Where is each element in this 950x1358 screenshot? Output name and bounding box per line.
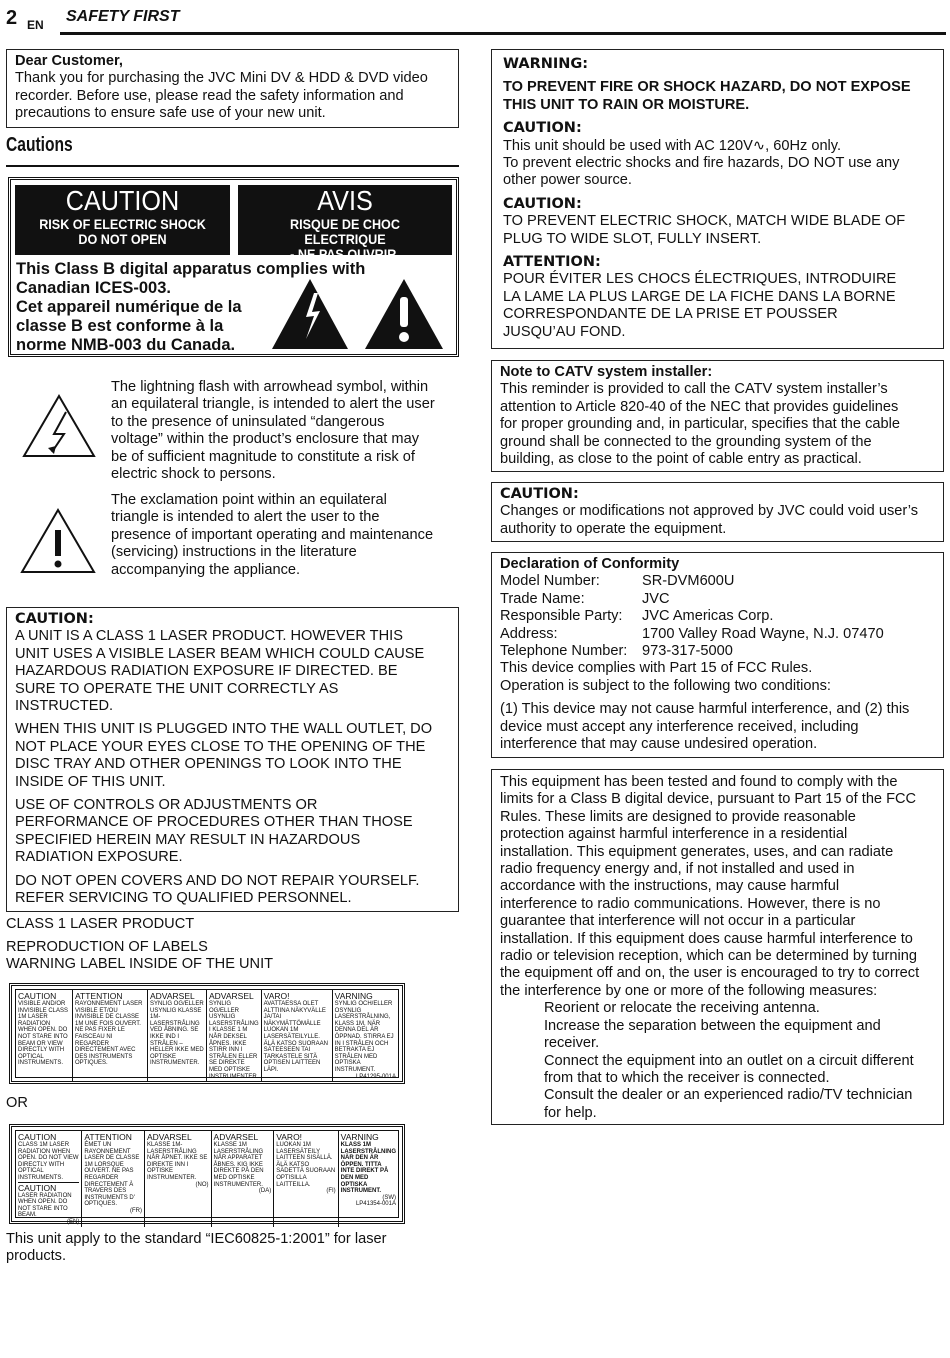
text-line: HAZARDOUS RADIATION EXPOSURE IF DIRECTED. BE [15, 663, 398, 680]
text-line: accompanying the appliance. [111, 561, 301, 578]
doc-row [500, 591, 935, 608]
text-line: protection against harmful interference in a residential [500, 826, 848, 843]
text-line: the interference by one or more of the following measures: [500, 982, 878, 999]
text-line: To prevent electric shocks and fire hazards, DO NOT use any [503, 155, 900, 172]
compliance-line: This Class B digital apparatus complies with [16, 260, 366, 278]
label-col-title: CAUTION [18, 1132, 57, 1142]
text-line: interference that may cause undesired operation. [500, 736, 818, 753]
text-line: TO PREVENT ELECTRIC SHOCK, MATCH WIDE BLADE OF [503, 213, 906, 230]
label-col-text: KLASSE 1M-LASERSTRÅLING NÅR ÅPNET. IKKE SE DIREKTE INN I OPTISKE INSTRUMENTER. [146, 1142, 208, 1181]
label-col-text: CLASS 1M LASER RADIATION WHEN OPEN. DO NOT VIEW DIRECTLY WITH OPTICAL INSTRUMENTS. [18, 1142, 79, 1181]
fcc-measure: Consult the dealer or an experienced radio/TV technician [544, 1087, 913, 1104]
text-line: A UNIT IS A CLASS 1 LASER PRODUCT. HOWEVER THIS [15, 628, 403, 645]
exclamation-explanation [111, 492, 456, 579]
label-col-title: ADVARSEL [146, 1132, 192, 1142]
header-rule [60, 32, 946, 35]
label-code: LP41295-001A [355, 1073, 396, 1080]
class1-laser-product: CLASS 1 LASER PRODUCT [6, 916, 195, 932]
cautions-rule [6, 165, 459, 167]
fcc-measure: for help. [544, 1104, 597, 1121]
section-title: SAFETY FIRST [66, 8, 180, 25]
warning-triangles-icon [270, 277, 450, 352]
warning-heading: WARNING: [503, 56, 589, 72]
text-line: RADIATION EXPOSURE. [15, 849, 183, 866]
text-line: limits for a Class B digital device, pursuant to Part 15 of the FCC [500, 791, 917, 808]
text-line: THIS UNIT TO RAIN OR MOISTURE. [503, 96, 750, 113]
text-line: device must accept any interference received, including [500, 718, 859, 735]
doc-key: Address: [500, 625, 558, 642]
text-line: triangle is intended to alert the user to the [111, 509, 380, 526]
text-line: installation. This equipment generates, uses, and can radiate [500, 843, 894, 860]
fcc-measure: from that to which the receiver is connected. [544, 1069, 830, 1086]
doc-key: Telephone Number: [500, 643, 628, 660]
label-col-text: VISIBLE AND/OR INVISIBLE CLASS 1M LASER RADIATION WHEN OPEN. DO NOT STARE INTO BEAM OR VIEW DIRECTLY WITH OPTICAL INSTRUMENTS. [18, 1001, 69, 1067]
fcc-measure: receiver. [544, 1035, 600, 1052]
text-line: Operation is subject to the following two conditions: [500, 677, 831, 694]
iec-note [6, 1231, 456, 1266]
text-line: to the presence of uninsulated “dangerous [111, 413, 385, 430]
label-col-title: ADVARSEL [213, 1132, 259, 1142]
text-line: This reminder is provided to call the CATV system installer’s [500, 381, 888, 398]
dear-customer-box [6, 49, 459, 128]
avis-plate-title: AVIS [317, 185, 373, 216]
compliance-line: Canadian ICES-003. [16, 279, 171, 297]
text-line: building, as close to the point of cable entry as practical. [500, 451, 862, 468]
text-line: the equipment off and on, the user is encouraged to try to correct [500, 965, 920, 982]
label-col-title: CAUTION [18, 1182, 79, 1193]
text-line: The lightning flash with arrowhead symbol, within [111, 379, 429, 395]
label-lang-tag: (EN) [67, 1218, 80, 1225]
doc-row [500, 643, 935, 660]
text-line: (1) This device may not cause harmful interference, and (2) this [500, 701, 910, 718]
fcc-measure: Connect the equipment into an outlet on a circuit different [544, 1052, 914, 1069]
text-line: PLUG TO WIDE SLOT, FULLY INSERT. [503, 230, 762, 247]
label-code: LP41354-001A [355, 1201, 396, 1208]
text-line: radio frequency energy and, if not installed and used in [500, 861, 855, 878]
avis-plate [238, 185, 452, 262]
text-line: (servicing) instructions in the literature [111, 544, 357, 561]
label-lang-tag: (FR) [129, 1207, 142, 1214]
warning-box [491, 49, 944, 349]
fcc-measure: Increase the separation between the equipment and [544, 1017, 881, 1034]
text-line: Rules. These limits are designed to provide reasonable [500, 808, 856, 825]
text-line: REFER SERVICING TO QUALIFIED PERSONNEL. [15, 890, 352, 907]
text-line: TO PREVENT FIRE OR SHOCK HAZARD, DO NOT EXPOSE [503, 79, 911, 96]
label-col-title: VARO! [276, 1132, 303, 1142]
lightning-triangle-icon [22, 394, 96, 458]
text-line: presence of important operating and maintenance [111, 526, 434, 543]
label-col-title: ADVARSEL [209, 991, 254, 1001]
dear-customer-line: recorder. Before use, please read the safety information and [15, 87, 404, 104]
label-col-text: ÉMET UN RAYONNEMENT LASER DE CLASSE 1M LORSQUE OUVERT. NE PAS REGARDER DIRECTEMENT À TRAVERS DES INSTRUMENTS D' OPTIQUES. [84, 1142, 140, 1208]
text-line: This device complies with Part 15 of FCC Rules. [500, 660, 813, 677]
label-col-title: VARO! [263, 991, 290, 1001]
doc-value: 1700 Valley Road Wayne, N.J. 07470 [642, 625, 884, 642]
doc-value: SR-DVM600U [642, 573, 735, 590]
doc-heading: Declaration of Conformity [500, 556, 680, 572]
text-line: LA LAME LA PLUS LARGE DE LA FICHE DANS LA BORNE [503, 288, 896, 305]
doc-key: Responsible Party: [500, 608, 623, 625]
cautions-title: Cautions [6, 134, 73, 156]
text-line: electric shock to persons. [111, 466, 276, 483]
doc-row [500, 608, 935, 625]
doc-row [500, 573, 935, 590]
dear-customer-heading: Dear Customer, [15, 53, 123, 69]
text-line: USE OF CONTROLS OR ADJUSTMENTS OR [15, 797, 318, 814]
text-line: interference to radio communications. However, there is no [500, 895, 881, 912]
caution-plate-title: CAUTION [65, 185, 180, 216]
page-number: 2 [6, 7, 18, 29]
text-line: DISC TRAY AND OTHER OPENINGS TO LOOK INTO THE [15, 756, 402, 773]
text-line: authority to operate the equipment. [500, 520, 727, 537]
label-col-text: SYNLIG OG/ELLER USYNLIG KLASSE 1M-LASERSTRÅLING VED ÅBNING. SE IKKE IND I STRÅLEN – HELLER IKKE MED OPTISKE INSTRUMENTER. [150, 1001, 204, 1067]
dear-customer-line: Thank you for purchasing the JVC Mini DV & HDD & DVD video [15, 70, 428, 87]
text-line: voltage” within the product’s enclosure that may [111, 431, 419, 448]
label-col-text: LUOKAN 1M LASERSÄTEILY LAITTEEN SISÄLLÄ. ÄLÄ KATSO SÄDETTÄ SUORAAN OPTISILLA LAITTEILLA. [276, 1142, 336, 1188]
text-line: products. [6, 1248, 67, 1265]
text-line: WARNING LABEL INSIDE OF THE UNIT [6, 956, 274, 973]
label-lang-tag: (FI) [326, 1188, 336, 1195]
doc-key: Trade Name: [500, 590, 585, 607]
fcc-measure: Reorient or relocate the receiving antenna. [544, 1000, 820, 1017]
text-line: an equilateral triangle, is intended to alert the user [111, 396, 435, 413]
declaration-of-conformity-box [491, 552, 944, 758]
text-line: SURE TO OPERATE THE UNIT CORRECTLY AS [15, 680, 339, 697]
text-line: be of sufficient magnitude to constitute a risk of [111, 448, 415, 465]
lightning-explanation [111, 379, 456, 483]
text-line: CORRESPONDANTE DE LA PRISE ET POUSSER [503, 306, 838, 323]
compliance-line: classe B est conforme à la [16, 317, 224, 335]
doc-value: 973-317-5000 [642, 643, 733, 660]
avis-plate-line: RISQUE DE CHOC ELECTRIQUE [290, 216, 400, 247]
text-line: Changes or modifications not approved by JVC could void user’s [500, 503, 919, 520]
reproduction-heading [6, 939, 273, 974]
text-line: INSIDE OF THIS UNIT. [15, 773, 166, 790]
avis-plate-line: - NE PAS OUVRIR. [290, 246, 400, 262]
modification-caution-box [491, 482, 944, 542]
text-line: guarantee that interference will not occur in a particular [500, 913, 856, 930]
label-col-title: VARNING [334, 991, 373, 1001]
laser-caution-heading: CAUTION: [15, 611, 94, 627]
dear-customer-line: precautions to ensure safe use of your new unit. [15, 105, 326, 122]
label-col-title: VARNING [340, 1132, 379, 1142]
text-line: INSTRUCTED. [15, 698, 114, 715]
label-lang-tag: (SW) [382, 1194, 396, 1201]
laser-warning-label-2 [9, 1124, 405, 1224]
power-caution-heading: CAUTION: [503, 120, 582, 137]
compliance-line: Cet appareil numérique de la [16, 298, 242, 316]
text-line: PERFORMANCE OF PROCEDURES OTHER THAN THOSE [15, 814, 413, 831]
label-col-text: KLASSE 1M LASERSTRÅLING NÅR APPARATET ÅBNES. KIG IKKE DIREKTE PÅ DEN MED OPTISKE INSTRUMENTER. [213, 1142, 264, 1188]
doc-row [500, 626, 935, 643]
exclamation-triangle-icon [20, 508, 96, 574]
label-col-text: LASER RADIATION WHEN OPEN. DO NOT STARE INTO BEAM. [18, 1192, 72, 1219]
attention-heading: ATTENTION: [503, 254, 601, 271]
label-col-text: RAYONNEMENT LASER VISIBLE ET/OU INVISIBLE DE CLASSE 1M UNE FOIS OUVERT. NE PAS FIXER LE FAISCEAU NI REGARDER DIRECTEMENT AVEC DES INSTRUMENTS OPTIQUES. [75, 1001, 143, 1067]
doc-value: JVC Americas Corp. [642, 608, 774, 625]
text-line: POUR ÉVITER LES CHOCS ÉLECTRIQUES, INTRODUIRE [503, 271, 897, 288]
text-line: accordance with the instructions, may cause harmful [500, 878, 840, 895]
text-line: SPECIFIED HEREIN MAY RESULT IN HAZARDOUS [15, 831, 361, 848]
text-line: JUSQU’AU FOND. [503, 323, 626, 340]
catv-heading: Note to CATV system installer: [500, 364, 713, 380]
modification-caution-heading: CAUTION: [500, 486, 579, 502]
text-line: ground shall be connected to the grounding system of the [500, 433, 872, 450]
label-lang-tag: (NO) [195, 1181, 209, 1188]
label-col-title: ATTENTION [84, 1132, 132, 1142]
compliance-line: norme NMB-003 du Canada. [16, 336, 236, 354]
fcc-statement-box [491, 769, 944, 1125]
text-line: This unit apply to the standard “IEC60825-1:2001” for laser [6, 1231, 387, 1247]
label-col-text: SYNLIG OCH/ELLER OSYNLIG LASERSTRÅLNING, KLASS 1M, NÄR DENNA DEL ÄR ÖPPNAD. STIRRA EJ IN I STRÅLEN OCH BETRAKTA EJ STRÅLEN MED OPTISKA INSTRUMENT. [334, 1001, 394, 1073]
or-text: OR [6, 1095, 28, 1111]
label-col-text: AVATTAESSA OLET ALTTIINA NÄKYVÄLLE JA/TAI NÄKYMÄTTÖMÄLLE LUOKAN 1M LASERSÄTEILYLLE. ÄLÄ KATSO SUORAAN SÄTEESEEN TAI TARKASTELE SITÄ OPTISEN LAITTEEN LÄPI. [263, 1001, 328, 1073]
text-line: WHEN THIS UNIT IS PLUGGED INTO THE WALL OUTLET, DO [15, 721, 433, 738]
laser-warning-label-1 [9, 983, 405, 1084]
caution-plate [15, 185, 230, 255]
text-line: This equipment has been tested and found to comply with the [500, 774, 898, 790]
text-line: This unit should be used with AC 120V∿, 60Hz only. [503, 137, 842, 154]
text-line: NOT PLACE YOUR EYES CLOSE TO THE OPENING OF THE [15, 738, 426, 755]
catv-note-box [491, 360, 944, 472]
text-line: attention to Article 820-40 of the NEC that provides guidelines [500, 398, 899, 415]
text-line: radio or television reception, which can be determined by turning [500, 948, 917, 965]
label-col-title: CAUTION [18, 991, 57, 1001]
text-line: other power source. [503, 172, 632, 189]
label-col-text: KLASS 1M LASERSTRÅLNING NÄR DEN ÄR ÖPPEN. TITTA INTE DIREKT PÅ DEN MED OPTISKA INSTRUMENT. [340, 1142, 397, 1195]
label-col-text: SYNLIG OG/ELLER USYNLIG LASERSTRÅLING I KLASSE 1 M NÅR DEKSEL ÅPNES. IKKE STIRR INN I STRÅLEN ELLER SE DIREKTE MED OPTISKE INSTRUMENTER. [209, 1001, 259, 1080]
language-tag: EN [27, 18, 44, 32]
text-line: DO NOT OPEN COVERS AND DO NOT REPAIR YOURSELF. [15, 872, 420, 889]
text-line: installation. If this equipment does cause harmful interference to [500, 930, 913, 947]
label-col-title: ADVARSEL [150, 991, 195, 1001]
text-line: REPRODUCTION OF LABELS [6, 939, 208, 955]
text-line: The exclamation point within an equilateral [111, 492, 387, 508]
label-col-title: ATTENTION [75, 991, 123, 1001]
plug-caution-heading: CAUTION: [503, 195, 582, 212]
caution-plate-line: RISK OF ELECTRIC SHOCK [39, 216, 206, 232]
label-lang-tag: (DA) [258, 1188, 272, 1195]
text-line: for proper grounding and, in particular, specifies that the cable [500, 416, 900, 433]
caution-plate-line: DO NOT OPEN [78, 231, 167, 247]
doc-key: Model Number: [500, 573, 600, 590]
laser-caution-box [6, 607, 459, 912]
text-line: UNIT USES A VISIBLE LASER BEAM WHICH COULD CAUSE [15, 645, 425, 662]
doc-value: JVC [642, 590, 670, 607]
